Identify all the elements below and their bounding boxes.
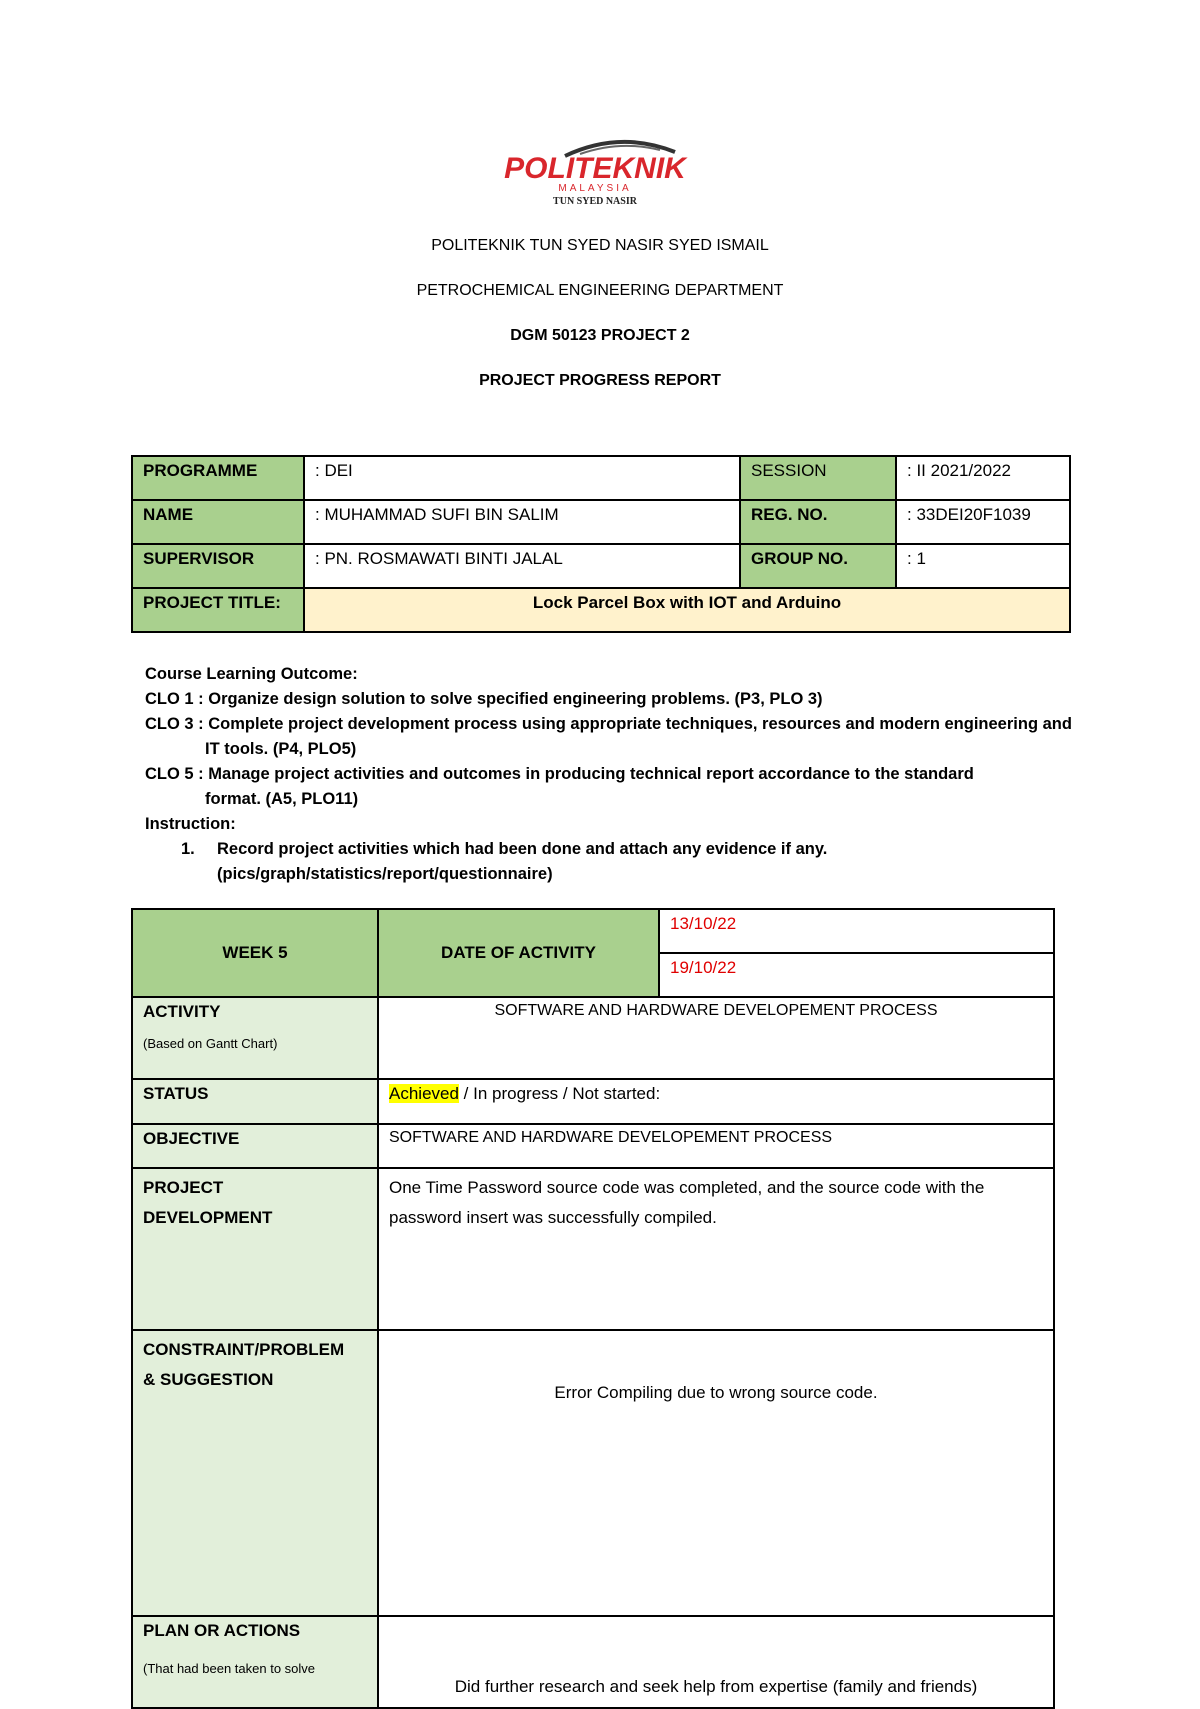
politeknik-logo <box>470 128 720 210</box>
development-label-1: PROJECT <box>143 1178 224 1197</box>
date-start: 13/10/22 <box>659 909 1054 953</box>
reg-label: REG. NO. <box>740 500 896 544</box>
clo-1: CLO 1 : Organize design solution to solve specified engineering problems. (P3, PLO 3) <box>145 690 823 708</box>
programme-value: : DEI <box>304 456 740 500</box>
constraint-label-cell <box>132 1330 378 1616</box>
student-info-table <box>131 455 1071 633</box>
table-row <box>132 909 1054 953</box>
table-row <box>132 500 1070 544</box>
development-label-2: DEVELOPMENT <box>143 1208 273 1227</box>
report-title: PROJECT PROGRESS REPORT <box>479 372 721 389</box>
institution-name: POLITEKNIK TUN SYED NASIR SYED ISMAIL <box>431 237 769 254</box>
objective-label: OBJECTIVE <box>132 1124 378 1168</box>
activity-note: (Based on Gantt Chart) <box>143 1036 278 1051</box>
date-of-activity-label: DATE OF ACTIVITY <box>378 909 659 997</box>
table-row <box>132 1124 1054 1168</box>
instruction-number: 1. <box>181 840 195 858</box>
clo-heading: Course Learning Outcome: <box>145 665 358 683</box>
department-name: PETROCHEMICAL ENGINEERING DEPARTMENT <box>416 282 784 299</box>
constraint-label-1: CONSTRAINT/PROBLEM <box>143 1340 345 1359</box>
clo-5-line2: format. (A5, PLO11) <box>205 790 359 808</box>
name-label: NAME <box>132 500 304 544</box>
project-title-value: Lock Parcel Box with IOT and Arduino <box>304 588 1070 632</box>
programme-label: PROGRAMME <box>132 456 304 500</box>
reg-value: : 33DEI20F1039 <box>896 500 1070 544</box>
table-row <box>132 997 1054 1079</box>
group-label: GROUP NO. <box>740 544 896 588</box>
clo-5-line1: CLO 5 : Manage project activities and outcomes in producing technical report accordance to the standard <box>145 765 974 783</box>
week-cell: WEEK 5 <box>132 909 378 997</box>
date-end: 19/10/22 <box>659 953 1054 997</box>
progress-table <box>131 908 1055 1709</box>
session-value: : II 2021/2022 <box>896 456 1070 500</box>
instruction-line2: (pics/graph/statistics/report/questionnaire) <box>217 865 553 883</box>
activity-value: SOFTWARE AND HARDWARE DEVELOPEMENT PROCESS <box>378 997 1054 1079</box>
development-label-cell <box>132 1168 378 1330</box>
constraint-value: Error Compiling due to wrong source code. <box>378 1330 1054 1616</box>
supervisor-label: SUPERVISOR <box>132 544 304 588</box>
logo-campus: TUN SYED NASIR <box>553 196 637 207</box>
session-label: SESSION <box>740 456 896 500</box>
plan-note: (That had been taken to solve <box>143 1661 316 1676</box>
status-label: STATUS <box>132 1079 378 1124</box>
status-value <box>378 1079 1054 1124</box>
course-code: DGM 50123 PROJECT 2 <box>510 327 690 344</box>
table-row <box>132 1168 1054 1330</box>
clo-3-line1: CLO 3 : Complete project development process using appropriate techniques, resources and modern engineering and <box>145 715 1072 733</box>
logo-country: MALAYSIA <box>558 183 632 194</box>
activity-label-cell <box>132 997 378 1079</box>
status-achieved: Achieved <box>389 1084 459 1103</box>
table-row <box>132 1079 1054 1124</box>
supervisor-value: : PN. ROSMAWATI BINTI JALAL <box>304 544 740 588</box>
constraint-label-2: & SUGGESTION <box>143 1370 274 1389</box>
instruction-heading: Instruction: <box>145 815 236 833</box>
plan-label: PLAN OR ACTIONS <box>143 1621 301 1640</box>
clo-3-line2: IT tools. (P4, PLO5) <box>205 740 357 758</box>
logo-brand: POLITEKNIK <box>504 152 686 185</box>
plan-value: Did further research and seek help from expertise (family and friends) <box>378 1616 1054 1708</box>
instruction-item <box>145 837 1125 862</box>
name-value: : MUHAMMAD SUFI BIN SALIM <box>304 500 740 544</box>
development-value: One Time Password source code was completed, and the source code with the password insert was successfully compiled. <box>378 1168 1054 1330</box>
group-value: : 1 <box>896 544 1070 588</box>
course-learning-outcomes <box>145 662 1125 887</box>
instruction-line1: Record project activities which had been done and attach any evidence if any. <box>217 840 828 858</box>
table-row <box>132 588 1070 632</box>
table-row <box>132 1330 1054 1616</box>
project-title-label: PROJECT TITLE: <box>132 588 304 632</box>
table-row <box>132 456 1070 500</box>
activity-label: ACTIVITY <box>143 1002 221 1021</box>
table-row <box>132 544 1070 588</box>
status-options: / In progress / Not started: <box>458 1084 661 1103</box>
table-row <box>132 1616 1054 1708</box>
plan-label-cell <box>132 1616 378 1708</box>
objective-value: SOFTWARE AND HARDWARE DEVELOPEMENT PROCESS <box>378 1124 1054 1168</box>
